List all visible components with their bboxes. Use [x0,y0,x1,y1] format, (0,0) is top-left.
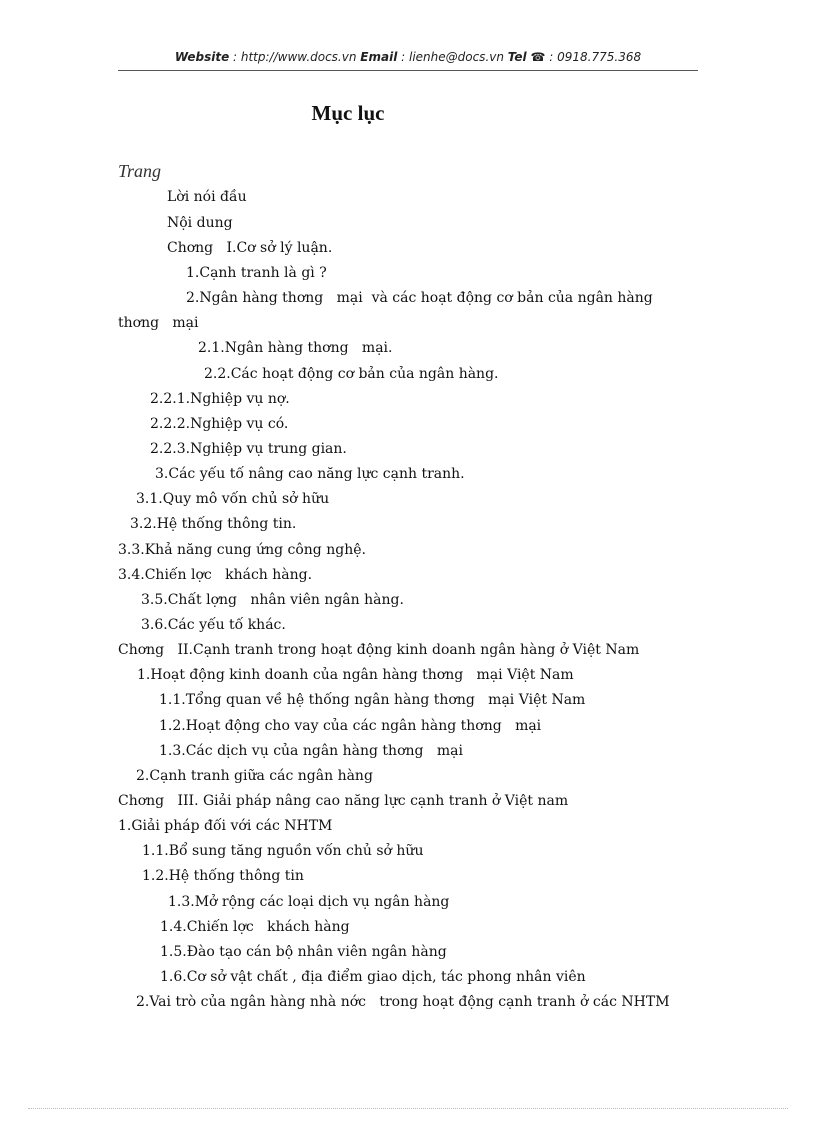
toc-line: 2.2.3.Nghiệp vụ trung gian. [150,441,347,457]
toc-line: 1.Cạnh tranh là gì ? [186,265,327,281]
website-value: : http://www.docs.vn [229,50,361,64]
toc-line: 2.2.Các hoạt động cơ bản của ngân hàng. [204,366,499,382]
toc-line: 1.2.Hoạt động cho vay của các ngân hàng thơng mại [159,718,542,734]
toc-line: 3.1.Quy mô vốn chủ sở hữu [136,491,330,507]
phone-icon: ☎ [530,50,546,64]
toc-line: 1.3.Các dịch vụ của ngân hàng thơng mại [159,743,463,759]
toc-line: 1.Giải pháp đối với các NHTM [118,818,333,834]
toc-line: 2.Ngân hàng thơng mại và các hoạt động cơ bản của ngân hàng [186,290,653,306]
website-label: Website [174,50,230,64]
toc-line: 2.Vai trò của ngân hàng nhà nớc trong hoạt động cạnh tranh ở các NHTM [136,994,670,1010]
page-bottom-border [28,1108,788,1109]
toc-line: 3.4.Chiến lợc khách hàng. [118,567,313,583]
toc-line: Nội dung [167,215,233,231]
toc-line: 3.6.Các yếu tố khác. [141,617,286,633]
toc-line: 1.1.Bổ sung tăng nguồn vốn chủ sở hữu [142,843,424,859]
toc-line: Chơng I.Cơ sở lý luận. [167,240,333,256]
toc-line: 3.3.Khả năng cung ứng công nghệ. [118,542,366,558]
toc-line: 3.Các yếu tố nâng cao năng lực cạnh tranh. [155,466,465,482]
toc-line: 1.Hoạt động kinh doanh của ngân hàng thơng mại Việt Nam [137,667,574,683]
email-value: : lienhe@docs.vn [397,50,508,64]
toc-line: Chơng III. Giải pháp nâng cao năng lực cạnh tranh ở Việt nam [118,793,569,809]
toc-line: 3.2.Hệ thống thông tin. [130,516,297,532]
toc-line: 2.1.Ngân hàng thơng mại. [198,340,393,356]
toc-line: 2.2.2.Nghiệp vụ có. [150,416,289,432]
page-title: Mục lục [311,101,385,125]
tel-value: : 0918.775.368 [545,50,642,64]
tel-label: Tel [507,50,527,64]
toc-line: 1.2.Hệ thống thông tin [142,868,304,884]
toc-line: 2.2.1.Nghiệp vụ nợ. [150,391,290,407]
toc-line: 1.5.Đào tạo cán bộ nhân viên ngân hàng [160,944,447,960]
trang-label: Trang [118,161,162,181]
toc-line: 1.3.Mở rộng các loại dịch vụ ngân hàng [168,894,450,910]
toc-line: 1.1.Tổng quan về hệ thống ngân hàng thơng mại Việt Nam [159,692,586,708]
toc-line: 1.4.Chiến lợc khách hàng [160,919,350,935]
email-label: Email [360,50,398,64]
toc-line: 3.5.Chất lợng nhân viên ngân hàng. [141,592,404,608]
toc-line: thơng mại [118,315,199,331]
toc-line: Chơng II.Cạnh tranh trong hoạt động kinh doanh ngân hàng ở Việt Nam [118,642,640,658]
toc-line: 1.6.Cơ sở vật chất , địa điểm giao dịch, tác phong nhân viên [160,969,586,985]
toc-line: 2.Cạnh tranh giữa các ngân hàng [136,768,373,784]
toc-line: Lời nói đầu [167,189,247,205]
